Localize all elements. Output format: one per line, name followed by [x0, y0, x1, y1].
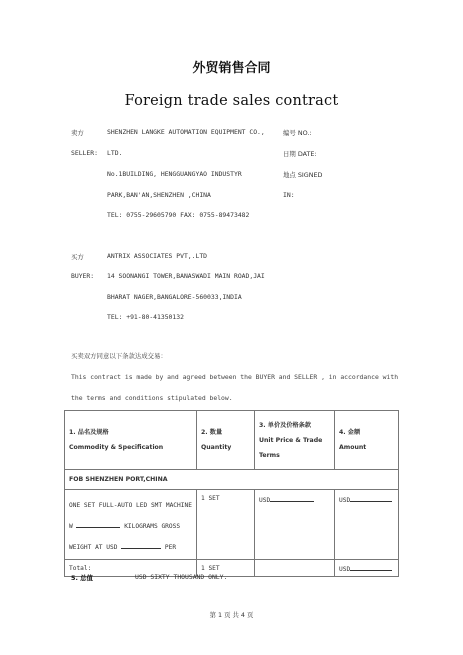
item-weight-suffix: KILOGRAMS GROSS: [124, 523, 181, 530]
header-quantity-en: Quantity: [201, 444, 232, 451]
clause-total-value-label: 5. 总值: [71, 574, 93, 582]
header-amount: [335, 411, 399, 470]
item-weight-price-suffix: PER: [164, 544, 177, 551]
buyer-line: ANTRIX ASSOCIATES PVT,.LTD: [107, 252, 208, 260]
goods-table: [64, 410, 399, 577]
buyer-label-cn: 买方: [71, 253, 84, 261]
page-number: 第 1 页 共 4 页: [209, 611, 254, 619]
header-unit-price-en: Terms: [259, 451, 280, 459]
header-commodity: [65, 411, 197, 470]
total-unit-price: [255, 560, 335, 577]
document-title-en: Foreign trade sales contract: [124, 93, 339, 109]
total-amount-currency: USD: [339, 565, 351, 573]
blank-field: [76, 521, 120, 528]
seller-line: No.1BUILDING, HENGGUANGYAO INDUSTYR: [107, 170, 242, 178]
seller-line: PARK,BAN'AN,SHENZHEN ,CHINA: [107, 191, 211, 199]
contract-signed-label: 地点 SIGNED: [283, 171, 323, 179]
item-line: ONE SET FULL-AUTO LED SMT MACHINE: [69, 502, 192, 509]
table-row: [65, 560, 399, 577]
item-line: [69, 537, 192, 558]
buyer-line: BHARAT NAGER,BANGALORE-560033,INDIA: [107, 293, 242, 301]
document-title-cn: 外贸销售合同: [192, 61, 271, 76]
table-row: [65, 490, 399, 560]
item-weight-price-prefix: WEIGHT AT USD: [69, 544, 118, 551]
header-commodity-en: Commodity & Specification: [69, 444, 164, 451]
item-weight-prefix: W: [69, 523, 73, 530]
table-row: [65, 470, 399, 490]
buyer-label-en: BUYER:: [71, 272, 95, 280]
agreement-intro-cn: 买卖双方同意以下条款达成交易：: [71, 352, 167, 360]
table-header-row: [65, 411, 399, 470]
clause-total-value: USD SIXTY THOUSAND ONLY.: [135, 573, 228, 581]
total-label: Total:: [65, 560, 197, 577]
blank-field: [350, 564, 392, 571]
header-quantity: [197, 411, 255, 470]
header-amount-en: Amount: [339, 444, 367, 451]
contract-no-label: 编号 NO.:: [283, 129, 312, 137]
seller-line: LTD.: [107, 149, 123, 157]
agreement-intro-en: This contract is made by and agreed between the BUYER and SELLER , in accordance with: [71, 373, 399, 381]
header-commodity-cn: 1. 品名及规格: [69, 429, 109, 436]
item-quantity: 1 SET: [197, 490, 255, 560]
contract-date-label: 日期 DATE:: [283, 150, 317, 158]
buyer-line: 14 SOONANGI TOWER,BANASWADI MAIN ROAD,JAI: [107, 272, 265, 280]
fob-terms: FOB SHENZHEN PORT,CHINA: [65, 470, 399, 490]
header-unit-price: [255, 411, 335, 470]
blank-field: [350, 495, 392, 502]
contract-in-label: IN:: [283, 191, 295, 199]
item-description: [65, 490, 197, 560]
header-quantity-cn: 2. 数量: [201, 429, 223, 436]
item-unit-price: [255, 490, 335, 560]
header-unit-price-cn: 3. 单价及价格条款: [259, 421, 312, 429]
agreement-intro-en: the terms and conditions stipulated below.: [71, 394, 233, 402]
header-amount-cn: 4. 金额: [339, 429, 361, 436]
seller-line: SHENZHEN LANGKE AUTOMATION EQUIPMENT CO.,: [107, 128, 265, 136]
blank-field: [270, 495, 314, 502]
header-unit-price-en: Unit Price & Trade: [259, 436, 323, 444]
total-amount: [335, 560, 399, 577]
seller-line: TEL: 0755-29605790 FAX: 0755-89473482: [107, 211, 250, 219]
item-line: [69, 516, 192, 537]
seller-label-cn: 卖方: [71, 129, 84, 137]
item-amount: [335, 490, 399, 560]
total-quantity: 1 SET: [197, 560, 255, 577]
seller-label-en: SELLER:: [71, 149, 98, 157]
blank-field: [121, 542, 161, 549]
buyer-line: TEL: +91-80-41350132: [107, 313, 184, 321]
amount-currency: USD: [339, 497, 351, 504]
unit-price-currency: USD: [259, 497, 271, 504]
